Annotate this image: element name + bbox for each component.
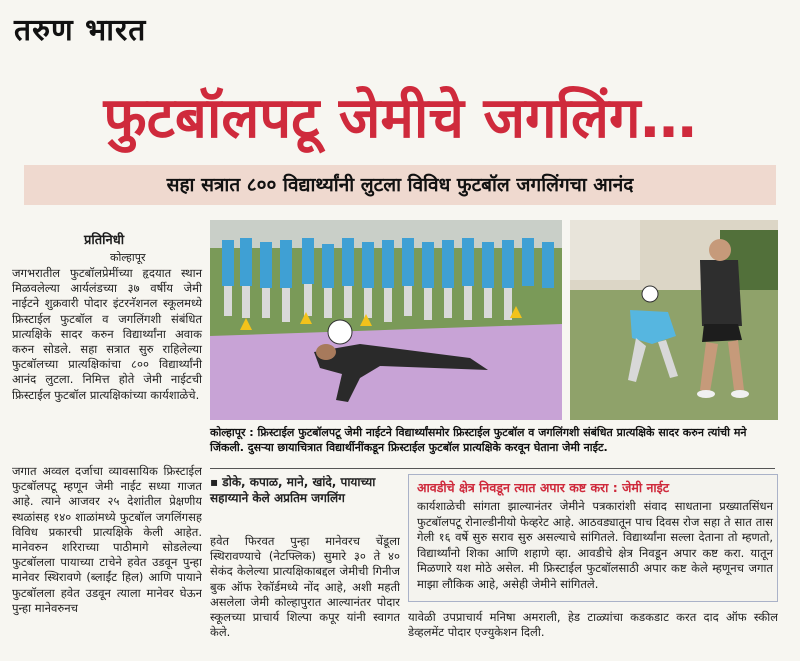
article-column-1-para-2: जगात अव्वल दर्जाचा व्यावसायिक फ्रिस्टाईल फुटबॉलपटू म्हणून जेमी नाईट सध्या गाजत आहे. त्याने आजवर २५ देशांतील प्रेक्षणीय स्थळांसह १४० शाळांमध्ये फुटबॉल जगलिंगसह विविध प्रकारची प्रात्यक्षिके केली आहेत. मानेवरुन शरिराच्या पाठीमागे सोडलेल्या फुटबॉलला पायाच्या टाचेने हवेत उडवून पुन्हा मानेवर स्थिरावणे (ब्लाईंट हिल) आणि पायाने फुटबॉलला हवेत उडवून त्याला मानेवर घेऊन पुन्हा मानेवरुनच [12,464,202,615]
subheadline: सहा सत्रात ८०० विद्यार्थ्यांनी लुटला विविध फुटबॉल जगलिंगचा आनंद [24,165,776,205]
photo-jamie-with-students [570,220,778,420]
highlight-bullet: ▪ डोके, कपाळ, माने, खांदे, पायाच्या सहाय्याने केले अप्रतिम जगलिंग [210,475,376,505]
interview-box-title: आवडीचे क्षेत्र निवडून त्यात अपार कष्ट करा : जेमी नाईट [417,480,670,495]
article-closing-text: यावेळी उपप्राचार्य मनिषा अमराली, हेड टाळ्यांचा कडकडाट करत दाद ऑफ स्कील डेव्हलमेंट पोदार एज्युकेशन दिली. [408,610,778,640]
article-column-1-para-1: जगभरातील फुटबॉलप्रेमींच्या हृदयात स्थान मिळवलेल्या आर्यलंडच्या ३७ वर्षीय जेमी नाईटने शुक्रवारी पोदार इंटरनॅशनल स्कूलमध्ये फ्रिस्टाईल फुटबॉल व जगलिंगशी संबंधित प्रात्यक्षिके सादर करुन विद्यार्थ्यांना अवाक करुन सोडले. सहा सत्रात सुरु राहिलेल्या फुटबॉलच्या प्रात्यक्षिकांचा ८०० विद्यार्थ्यांनी आनंद लुटला. निमित्त होते जेमी नाईटची फ्रिस्टाईल फुटबॉल प्रात्यक्षिकांच्या कार्यशाळेचे. [12,266,202,402]
photo-jamie-pushup-ball [210,220,562,420]
article-column-2: हवेत फिरवत पुन्हा मानेवरच चेंडूला स्थिरावण्याचे (नेटफ्लिक) सुमारे ३० ते ४० सेकंद केलेल्या प्रात्यक्षिकाबद्दल जेमीची गिनीज बुक ऑफ रेकॉर्डमध्ये नोंद आहे, अशी महती असलेला जेमी कोल्हापुरात आल्यानंतर पोदार स्कूलच्या प्राचार्य शिल्पा कपूर यांनी स्वागत केले. [210,534,400,640]
photo-caption: कोल्हापूर : फ्रिस्टाईल फुटबॉलपटू जेमी नाईटने विद्यार्थ्यांसमोर फ्रिस्टाईल फुटबॉल व जगलिंगशी संबंधित प्रात्यक्षिके सादर करुन त्यांची मने जिंकली. दुसऱ्या छायाचित्रात विद्यार्थीनींकडून फ्रिस्टाईल फुटबॉल प्रात्यक्षिके करवून घेताना जेमी नाईट. [210,426,747,454]
byline: प्रतिनिधी [84,233,125,248]
dateline-place: कोल्हापूर [110,251,146,264]
interview-box-body: कार्यशाळेची सांगता झाल्यानंतर जेमीने पत्रकारांशी संवाद साधताना प्रख्यातसिंधन फुटबॉलपटू रोनाल्डीनीयो फेव्हरेट आहे. आठवड्यातून पाच दिवस रोज सहा ते सात तास गेली १६ वर्षे सुरु सराव सुरु असल्याचे सांगितले. विद्यार्थ्यांना सल्ला देताना तो म्हणतो, विद्यार्थ्यांनो शिका आणि शहाणे व्हा. आवडीचे क्षेत्र निवडून अपार कष्ट करा. यातून मिळणारे यश मोठे असेल. मी फ्रिस्टाईल फुटबॉलसाठी अपार कष्ट केले म्हणूनच जगात माझा लौकिक आहे, असेही जेमीने सांगितले. [417,499,773,591]
caption-divider [210,468,775,469]
masthead-logo: तरुण भारत [14,13,147,48]
interview-box [408,474,778,602]
headline: फुटबॉलपटू जेमीचे जगलिंग… [103,86,697,151]
